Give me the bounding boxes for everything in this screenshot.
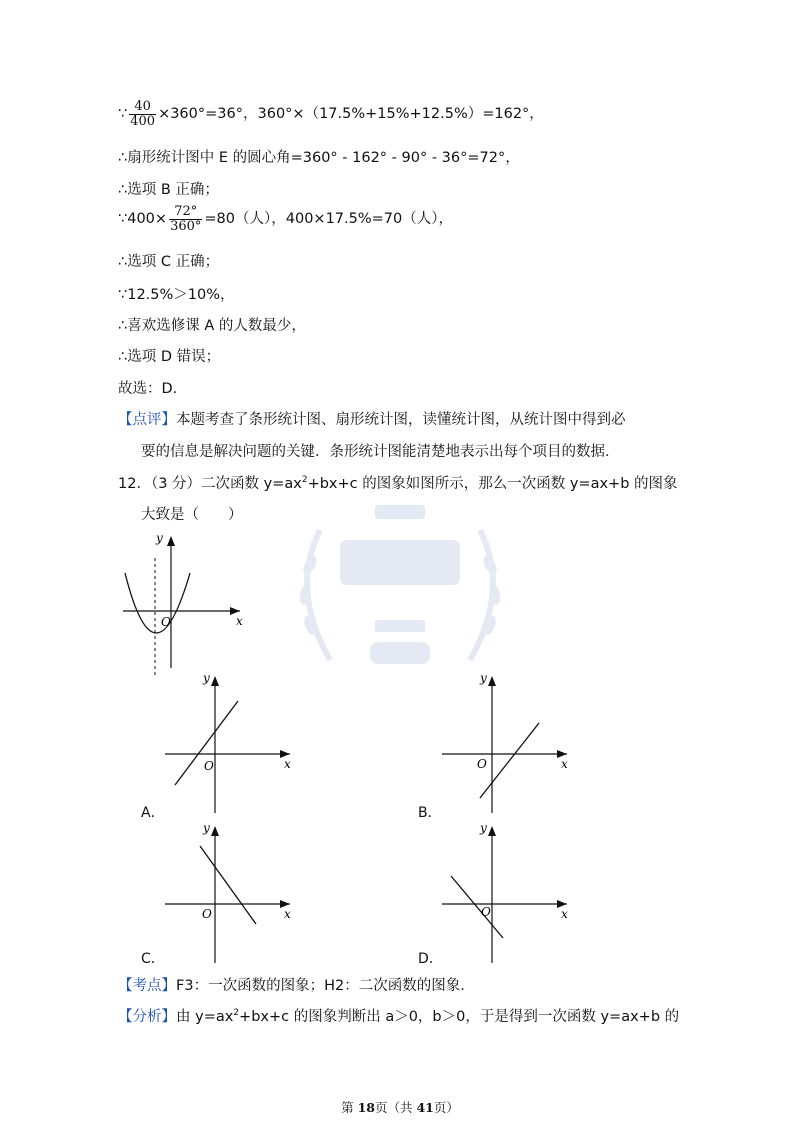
y-label: y — [480, 671, 487, 685]
solution-line-4 — [118, 205, 453, 233]
superscript: 2 — [301, 475, 308, 486]
line-graph — [451, 876, 503, 938]
y-label: y — [156, 531, 163, 545]
comment-tag: 【点评】 — [118, 412, 176, 428]
fenxi-text: 由 y=ax — [176, 1009, 234, 1025]
origin-label: O — [477, 757, 487, 771]
comment-text: 本题考查了条形统计图、扇形统计图，读懂统计图，从统计图中得到必 — [176, 412, 626, 428]
solution-line-8: ∴选项 D 错误； — [118, 349, 221, 365]
option-c-graph — [160, 818, 300, 966]
x-label: x — [284, 907, 291, 921]
option-a-label[interactable]: A． — [141, 805, 165, 821]
y-axis-arrow — [167, 536, 175, 546]
y-label: y — [203, 821, 210, 835]
comment-line-1 — [118, 408, 626, 429]
line-graph — [480, 723, 539, 798]
page-footer — [0, 1098, 800, 1116]
y-axis-arrow — [211, 676, 219, 686]
fenxi-line — [118, 1005, 679, 1026]
x-label: x — [561, 907, 568, 921]
fraction-numerator: 72° — [169, 205, 202, 220]
line-4-prefix: ∵400× — [118, 211, 168, 228]
y-label: y — [203, 671, 210, 685]
origin-label: O — [481, 905, 491, 919]
solution-line-9: 故选：D. — [118, 381, 178, 397]
question-line-1 — [118, 472, 678, 493]
watermark-logo — [280, 470, 520, 700]
x-label: x — [236, 614, 243, 628]
origin-label: O — [202, 907, 212, 921]
fraction-denominator: 400 — [130, 113, 156, 129]
solution-line-2: ∴扇形统计图中 E 的圆心角=360° - 162° - 90° - 36°=72°， — [118, 150, 520, 166]
solution-line-6: ∵12.5%＞10%， — [118, 287, 235, 303]
footer-post: 页） — [433, 1100, 459, 1115]
y-axis-arrow — [211, 826, 219, 836]
option-b-label[interactable]: B． — [418, 805, 442, 821]
option-b-graph — [437, 668, 577, 816]
y-axis-arrow — [488, 826, 496, 836]
option-c-label[interactable]: C． — [141, 951, 165, 967]
parabola-graph — [118, 528, 253, 678]
footer-mid: 页（共 — [374, 1100, 417, 1115]
footer-pre: 第 — [341, 1100, 358, 1115]
solution-line-7: ∴喜欢选修课 A 的人数最少， — [118, 318, 306, 334]
because-symbol: ∵ — [118, 106, 128, 123]
x-label: x — [561, 757, 568, 771]
question-text: 12．（3 分）二次函数 y=ax — [118, 476, 302, 492]
x-label: x — [284, 757, 291, 771]
solution-line-5: ∴选项 C 正确； — [118, 254, 220, 270]
fraction-40-400 — [129, 100, 156, 128]
fraction-numerator: 40 — [129, 100, 156, 115]
fenxi-tag: 【分析】 — [118, 1009, 176, 1025]
kaodian-tag: 【考点】 — [118, 978, 176, 994]
y-label: y — [480, 821, 487, 835]
fenxi-text-rest: +bx+c 的图象判断出 a＞0，b＞0，于是得到一次函数 y=ax+b 的 — [239, 1009, 680, 1025]
parabola-curve — [125, 573, 190, 633]
solution-line-1 — [118, 100, 544, 128]
option-a-graph — [160, 668, 300, 816]
superscript: 2 — [233, 1008, 240, 1019]
comment-line-2: 要的信息是解决问题的关键．条形统计图能清楚地表示出每个项目的数据． — [141, 444, 620, 460]
question-line-2: 大致是（ ） — [141, 507, 243, 523]
origin-label: O — [161, 615, 171, 629]
kaodian-line — [118, 974, 475, 995]
fraction-72-360 — [169, 205, 202, 233]
question-text-rest: +bx+c 的图象如图所示，那么一次函数 y=ax+b 的图象 — [307, 476, 678, 492]
line-1-text: ×360°=36°，360°×（17.5%+15%+12.5%）=162°， — [158, 106, 544, 123]
origin-label: O — [204, 759, 214, 773]
kaodian-text: F3：一次函数的图象；H2：二次函数的图象． — [176, 978, 475, 994]
y-axis-arrow — [488, 676, 496, 686]
option-d-graph — [437, 818, 577, 966]
page-number: 18 — [357, 1100, 375, 1115]
option-d-label[interactable]: D． — [418, 951, 443, 967]
solution-line-3: ∴选项 B 正确； — [118, 182, 219, 198]
total-pages: 41 — [416, 1100, 434, 1115]
fraction-denominator: 360° — [170, 218, 202, 234]
line-4-text: =80（人），400×17.5%=70（人）， — [204, 211, 453, 228]
